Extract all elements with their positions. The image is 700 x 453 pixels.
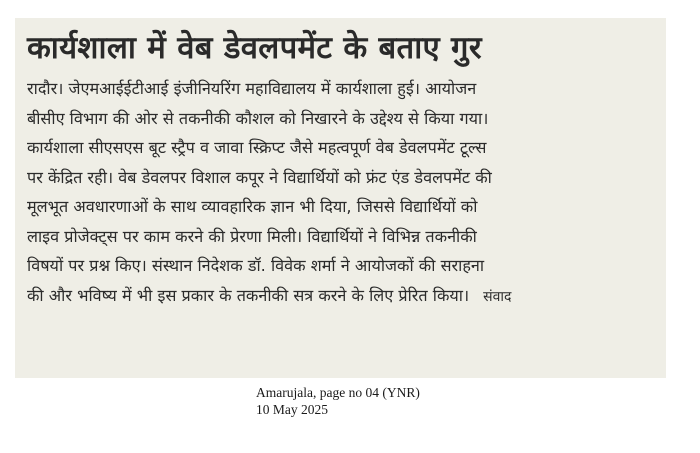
source-publication: Amarujala, page no 04 (YNR) <box>256 385 420 400</box>
article-headline: कार्यशाला में वेब डेवलपमेंट के बताए गुर <box>27 30 482 66</box>
article-line: विषयों पर प्रश्न किए। संस्थान निदेशक डॉ. विवेक शर्मा ने आयोजकों की सराहना <box>27 256 485 275</box>
article-line-text: की और भविष्य में भी इस प्रकार के तकनीकी सत्र करने के लिए प्रेरित किया। <box>27 285 470 305</box>
article-line: बीसीए विभाग की ओर से तकनीकी कौशल को निखारने के उद्देश्य से किया गया। <box>27 108 489 128</box>
article-line: मूलभूत अवधारणाओं के साथ व्यावहारिक ज्ञान भी दिया, जिससे विद्यार्थियों को <box>27 197 478 216</box>
article-line: कार्यशाला सीएसएस बूट स्ट्रैप व जावा स्क्रिप्ट जैसे महत्वपूर्ण वेब डेवलपमेंट टूल्स <box>27 138 487 157</box>
article-last-line <box>27 281 654 313</box>
article-line: लाइव प्रोजेक्ट्स पर काम करने की प्रेरणा मिली। विद्यार्थियों ने विभिन्न तकनीकी <box>27 226 477 246</box>
article-body <box>27 74 654 312</box>
article-line: पर केंद्रित रही। वेब डेवलपर विशाल कपूर ने विद्यार्थियों को फ्रंट एंड डेवलपमेंट की <box>27 167 492 187</box>
article-line: रादौर। जेएमआईईटीआई इंजीनियरिंग महाविद्यालय में कार्यशाला हुई। आयोजन <box>27 79 477 98</box>
newspaper-clipping <box>15 18 666 378</box>
source-caption <box>256 384 420 418</box>
source-date: 10 May 2025 <box>256 402 328 417</box>
article-credit: संवाद <box>483 288 512 305</box>
